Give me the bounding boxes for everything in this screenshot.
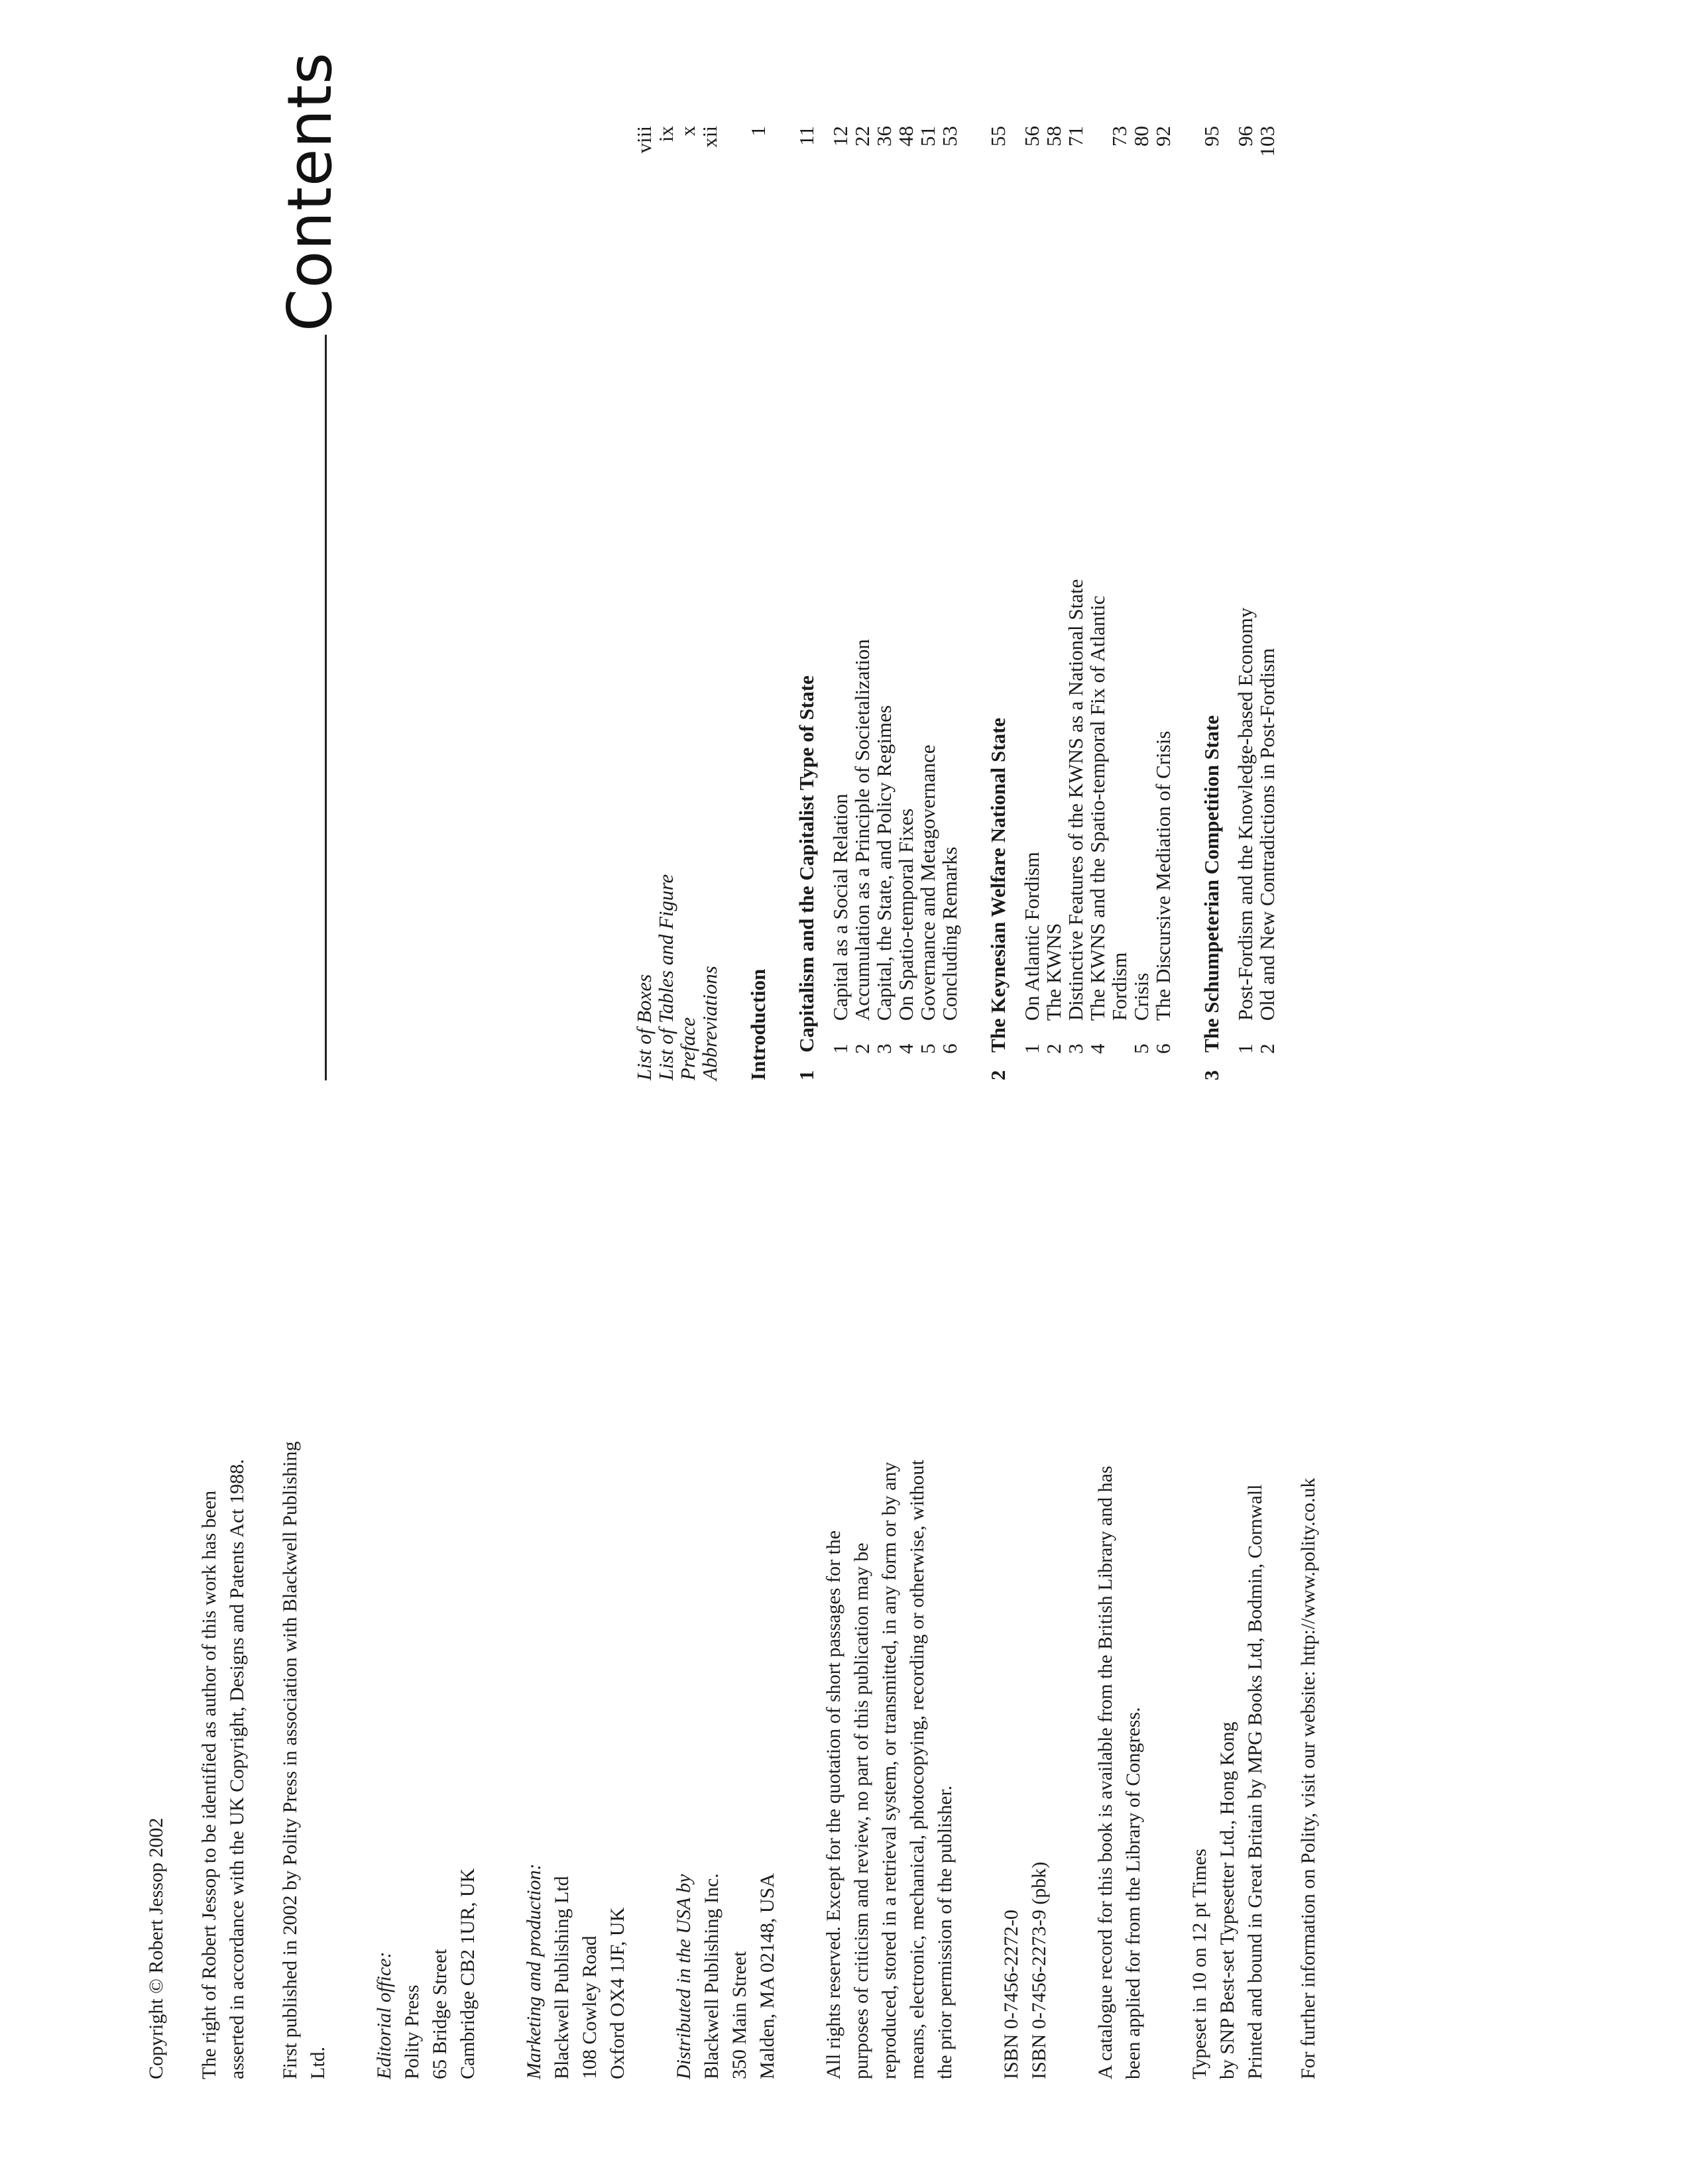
- text-line: purposes of criticism and review, no part of this publication may be: [850, 1542, 872, 2079]
- section-title: Governance and Metagovernance: [916, 744, 939, 1021]
- section-title: Capital, the State, and Policy Regimes: [872, 705, 896, 1021]
- section-title: Accumulation as a Principle of Societalization: [850, 639, 874, 1021]
- title-rule: [325, 335, 327, 1080]
- toc-page-number: 92: [1151, 126, 1175, 146]
- distributed-heading: Distributed in the USA by: [673, 1874, 695, 2079]
- section-number: 3: [1064, 1043, 1087, 1054]
- section-title: The KWNS: [1042, 923, 1065, 1021]
- first-published-paragraph: [276, 1118, 332, 2079]
- catalogue-record-paragraph: [1092, 1118, 1147, 2079]
- section-number: 5: [916, 1043, 939, 1054]
- address-line: 108 Cowley Road: [579, 1935, 601, 2079]
- toc-front-matter-item: [677, 126, 699, 1080]
- toc-section: [1256, 126, 1278, 1080]
- toc-section: [1043, 126, 1065, 1080]
- text-line: by SNP Best-set Typesetter Ltd., Hong Kong: [1216, 1721, 1238, 2079]
- toc-page-number: 95: [1200, 126, 1223, 146]
- toc-section: [1130, 126, 1152, 1080]
- section-title: Distinctive Features of the KWNS as a National State: [1064, 579, 1087, 1021]
- chapter-title: The Keynesian Welfare National State: [986, 717, 1010, 1053]
- toc-section: [939, 126, 960, 1080]
- all-rights-reserved-paragraph: [820, 1118, 959, 2079]
- text-line: For further information on Polity, visit our website: http://www.polity.co.uk: [1297, 1477, 1319, 2079]
- toc-page-number: 56: [1020, 126, 1043, 146]
- toc-front-matter-item: [655, 126, 677, 1080]
- toc-front-matter-item: [699, 126, 721, 1080]
- chapter-title: The Schumpeterian Competition State: [1200, 715, 1223, 1053]
- toc-label: List of Tables and Figure: [654, 874, 677, 1080]
- toc-page-number: 48: [894, 126, 917, 146]
- toc-label: List of Boxes: [632, 974, 656, 1080]
- editorial-office-address: [371, 1118, 482, 2079]
- section-number: 1: [829, 1043, 852, 1054]
- toc-section: [1234, 126, 1256, 1080]
- section-number: 2: [1255, 1043, 1279, 1054]
- toc-section: [829, 126, 851, 1080]
- isbn-line: ISBN 0-7456-2272-0: [1000, 1910, 1022, 2079]
- section-number: 6: [1151, 1043, 1175, 1054]
- chapter-number: 2: [986, 1070, 1010, 1080]
- section-title: Fordism: [1108, 952, 1131, 1021]
- toc-page-number: x: [676, 126, 699, 137]
- typeset-printing-block: [1186, 1118, 1269, 2079]
- section-number: 1: [1020, 1043, 1043, 1054]
- address-line: Polity Press: [401, 1984, 423, 2079]
- toc-section: [851, 126, 873, 1080]
- toc-section: [895, 126, 917, 1080]
- section-title: Capital as a Social Relation: [829, 793, 852, 1021]
- address-line: Cambridge CB2 1UR, UK: [457, 1868, 479, 2079]
- toc-page-number: ix: [654, 126, 677, 143]
- toc-chapter: [1200, 126, 1222, 1080]
- toc-chapter: [795, 126, 817, 1080]
- section-number: 4: [894, 1043, 917, 1054]
- toc-section: [1152, 126, 1174, 1080]
- marketing-address: [520, 1118, 632, 2079]
- toc-page-number: viii: [632, 126, 656, 154]
- toc-section: [873, 126, 895, 1080]
- section-number: 2: [850, 1043, 874, 1054]
- copyright-line: Copyright © Robert Jessop 2002: [145, 1817, 167, 2079]
- toc-page-number: 12: [829, 126, 852, 146]
- toc-page-number: 58: [1042, 126, 1065, 146]
- section-number: 1: [1234, 1043, 1257, 1054]
- section-number: 4: [1086, 1043, 1109, 1054]
- address-line: Blackwell Publishing Ltd: [551, 1876, 573, 2079]
- toc-page-number: 36: [872, 126, 896, 146]
- usa-distributor-address: [670, 1118, 782, 2079]
- section-number: 2: [1042, 1043, 1065, 1054]
- section-number: 5: [1130, 1043, 1153, 1054]
- toc-page-number: xii: [698, 126, 721, 148]
- toc-label: Introduction: [746, 968, 770, 1080]
- toc-page-number: 80: [1130, 126, 1153, 146]
- toc-front-matter-item: [633, 126, 655, 1080]
- section-number: 6: [938, 1043, 961, 1054]
- toc-page-number: 96: [1234, 126, 1257, 146]
- text-line: First published in 2002 by Polity Press in association with Blackwell Publishing: [279, 1441, 301, 2079]
- toc-page-number: 73: [1108, 126, 1131, 146]
- toc-section-continuation: [1108, 126, 1130, 1080]
- toc-page-number: 71: [1064, 126, 1087, 146]
- copyright-page: [143, 1118, 1348, 2079]
- address-line: Malden, MA 02148, USA: [756, 1873, 778, 2079]
- toc-page-number: 11: [795, 126, 818, 146]
- isbn-line: ISBN 0-7456-2273-9 (pbk): [1028, 1861, 1050, 2079]
- text-line: Printed and bound in Great Britain by MPG Books Ltd, Bodmin, Cornwall: [1244, 1484, 1266, 2079]
- toc-label: Abbreviations: [698, 966, 721, 1080]
- section-title: On Atlantic Fordism: [1020, 852, 1043, 1021]
- page-title: Contents: [274, 52, 345, 331]
- address-line: Blackwell Publishing Inc.: [701, 1873, 723, 2079]
- text-line: Ltd.: [307, 2046, 329, 2079]
- text-line: A catalogue record for this book is available from the British Library and has: [1094, 1466, 1116, 2079]
- text-line: been applied for from the Library of Congress.: [1122, 1707, 1144, 2079]
- section-title: Old and New Contradictions in Post-Fordism: [1255, 648, 1279, 1021]
- section-title: Post-Fordism and the Knowledge-based Economy: [1234, 607, 1257, 1021]
- address-line: 65 Bridge Street: [429, 1949, 451, 2079]
- contents-page: [274, 52, 1518, 1080]
- toc-page-number: 55: [986, 126, 1010, 146]
- moral-rights-paragraph: [196, 1118, 251, 2079]
- isbn-block: [998, 1118, 1053, 2079]
- address-line: Oxford OX4 1JF, UK: [607, 1907, 628, 2079]
- toc-section: [917, 126, 939, 1080]
- toc-page-number: 22: [850, 126, 874, 146]
- text-line: The right of Robert Jessop to be identified as author of this work has been: [198, 1490, 220, 2079]
- toc-page-number: 51: [916, 126, 939, 146]
- toc-section: [1065, 126, 1086, 1080]
- section-title: The Discursive Mediation of Crisis: [1151, 730, 1175, 1021]
- section-title: On Spatio-temporal Fixes: [894, 808, 917, 1021]
- marketing-heading: Marketing and production:: [523, 1863, 545, 2079]
- text-line: Typeset in 10 on 12 pt Times: [1189, 1849, 1210, 2079]
- copyright-notice: [143, 1118, 170, 2079]
- text-line: All rights reserved. Except for the quotation of short passages for the: [823, 1530, 844, 2079]
- toc-section: [1086, 126, 1108, 1080]
- toc-introduction: [747, 126, 769, 1080]
- further-information: [1295, 1118, 1322, 2079]
- toc-page-number: 1: [746, 126, 770, 137]
- text-line: means, electronic, mechanical, photocopying, recording or otherwise, without: [906, 1460, 928, 2079]
- section-title: The KWNS and the Spatio-temporal Fix of Atlantic: [1086, 595, 1109, 1021]
- section-title: Concluding Remarks: [938, 846, 961, 1021]
- toc-page-number: 103: [1255, 126, 1279, 157]
- toc-section: [1021, 126, 1043, 1080]
- chapter-title: Capitalism and the Capitalist Type of State: [795, 675, 818, 1053]
- chapter-number: 1: [795, 1070, 818, 1080]
- section-number: 3: [872, 1043, 896, 1054]
- text-line: asserted in accordance with the UK Copyright, Designs and Patents Act 1988.: [226, 1459, 248, 2079]
- editorial-heading: Editorial office:: [373, 1951, 395, 2079]
- text-line: the prior permission of the publisher.: [934, 1785, 956, 2079]
- toc-label: Preface: [676, 1017, 699, 1080]
- chapter-number: 3: [1200, 1070, 1223, 1080]
- toc-page-number: 53: [938, 126, 961, 146]
- section-title: Crisis: [1130, 972, 1153, 1021]
- address-line: 350 Main Street: [728, 1951, 750, 2079]
- text-line: reproduced, stored in a retrieval system, or transmitted, in any form or by any: [878, 1462, 900, 2079]
- table-of-contents: [633, 126, 1278, 1080]
- toc-chapter: [987, 126, 1009, 1080]
